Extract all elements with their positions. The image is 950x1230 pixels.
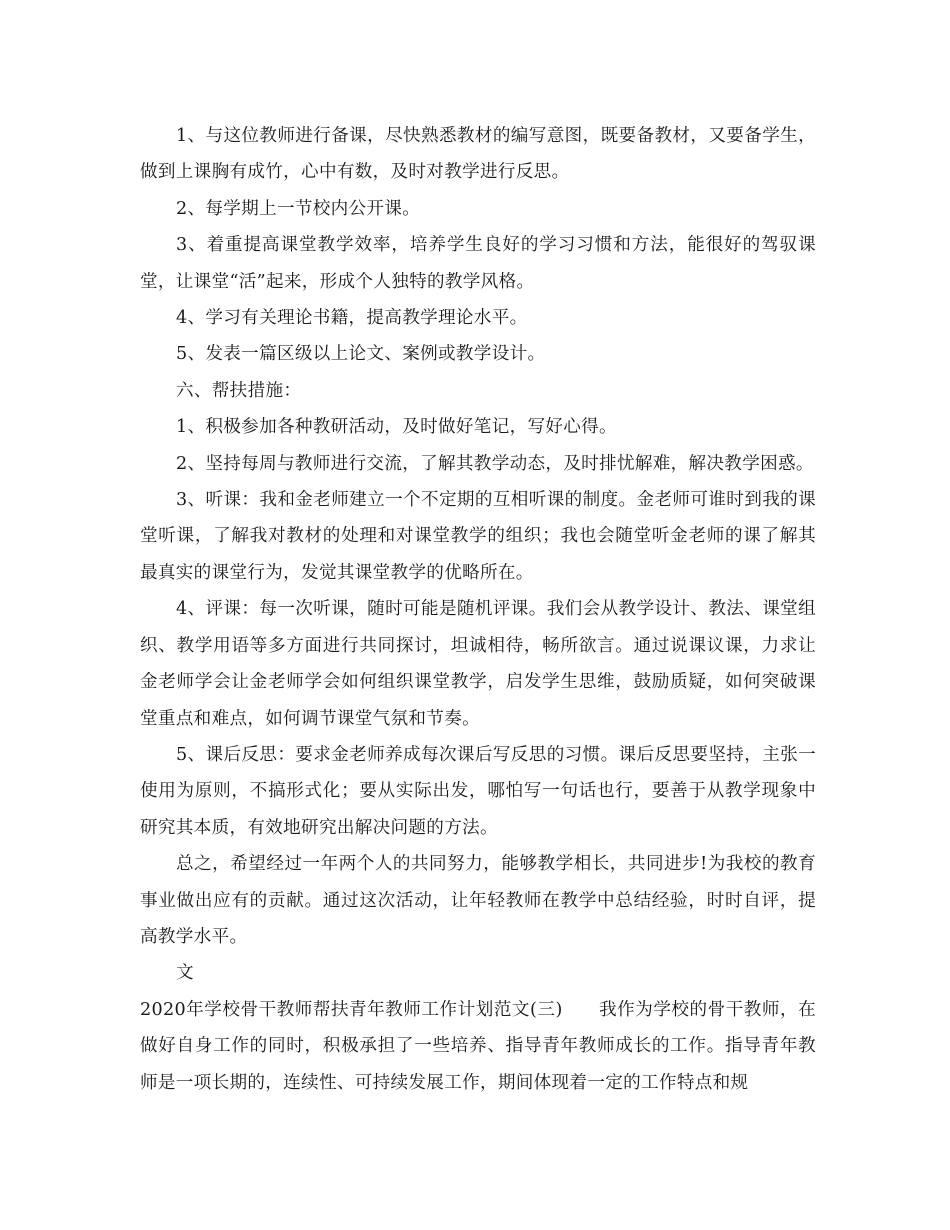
- section-heading: 六、帮扶措施：: [176, 380, 302, 401]
- paragraph: 2、坚持每周与教师进行交流，了解其教学动态，及时排忧解难，解决教学困惑。: [176, 453, 814, 474]
- paragraph: 3、听课：我和金老师建立一个不定期的互相听课的制度。金老师可谁时到我的课堂听课，了解我对教材的处理和对课堂教学的组织；我也会随堂听金老师的课了解其最真实的课堂行为，发觉其课堂教学的优略所在。: [140, 490, 816, 583]
- paragraph: 1、积极参加各种教研活动，及时做好笔记，写好心得。: [176, 417, 617, 438]
- paragraph: 2020年学校骨干教师帮扶青年教师工作计划范文(三) 我作为学校的骨干教师，在做好自身工作的同时，积极承担了一些培养、指导青年教师成长的工作。指导青年教师是一项长期的，连续性、可持续发展工作，期间体现着一定的工作特点和规: [140, 999, 816, 1093]
- paragraph: 文: [176, 963, 194, 984]
- paragraph: 5、发表一篇区级以上论文、案例或教学设计。: [176, 344, 546, 365]
- document-body: [140, 118, 816, 1101]
- paragraph: 4、学习有关理论书籍，提高教学理论水平。: [176, 308, 528, 329]
- paragraph: 4、评课：每一次听课，随时可能是随机评课。我们会从教学设计、教法、课堂组织、教学用语等多方面进行共同探讨，坦诚相待，畅所欲言。通过说课议课，力求让金老师学会让金老师学会如何组织课堂教学，启发学生思维，鼓励质疑，如何突破课堂重点和难点，如何调节课堂气氛和节奏。: [140, 599, 816, 729]
- paragraph: 3、着重提高课堂教学效率，培养学生良好的学习习惯和方法，能很好的驾驭课堂，让课堂“活”起来，形成个人独特的教学风格。: [140, 235, 816, 292]
- paragraph: 2、每学期上一节校内公开课。: [176, 198, 421, 219]
- paragraph: 1、与这位教师进行备课，尽快熟悉教材的编写意图，既要备教材，又要备学生，做到上课胸有成竹，心中有数，及时对教学进行反思。: [140, 126, 816, 183]
- paragraph: 总之，希望经过一年两个人的共同努力，能够教学相长，共同进步!为我校的教育事业做出应有的贡献。通过这次活动，让年轻教师在教学中总结经验，时时自评，提高教学水平。: [140, 854, 816, 947]
- paragraph: 5、课后反思：要求金老师养成每次课后写反思的习惯。课后反思要坚持，主张一使用为原则，不搞形式化；要从实际出发，哪怕写一句话也行，要善于从教学现象中研究其本质，有效地研究出解决问题的方法。: [140, 744, 816, 838]
